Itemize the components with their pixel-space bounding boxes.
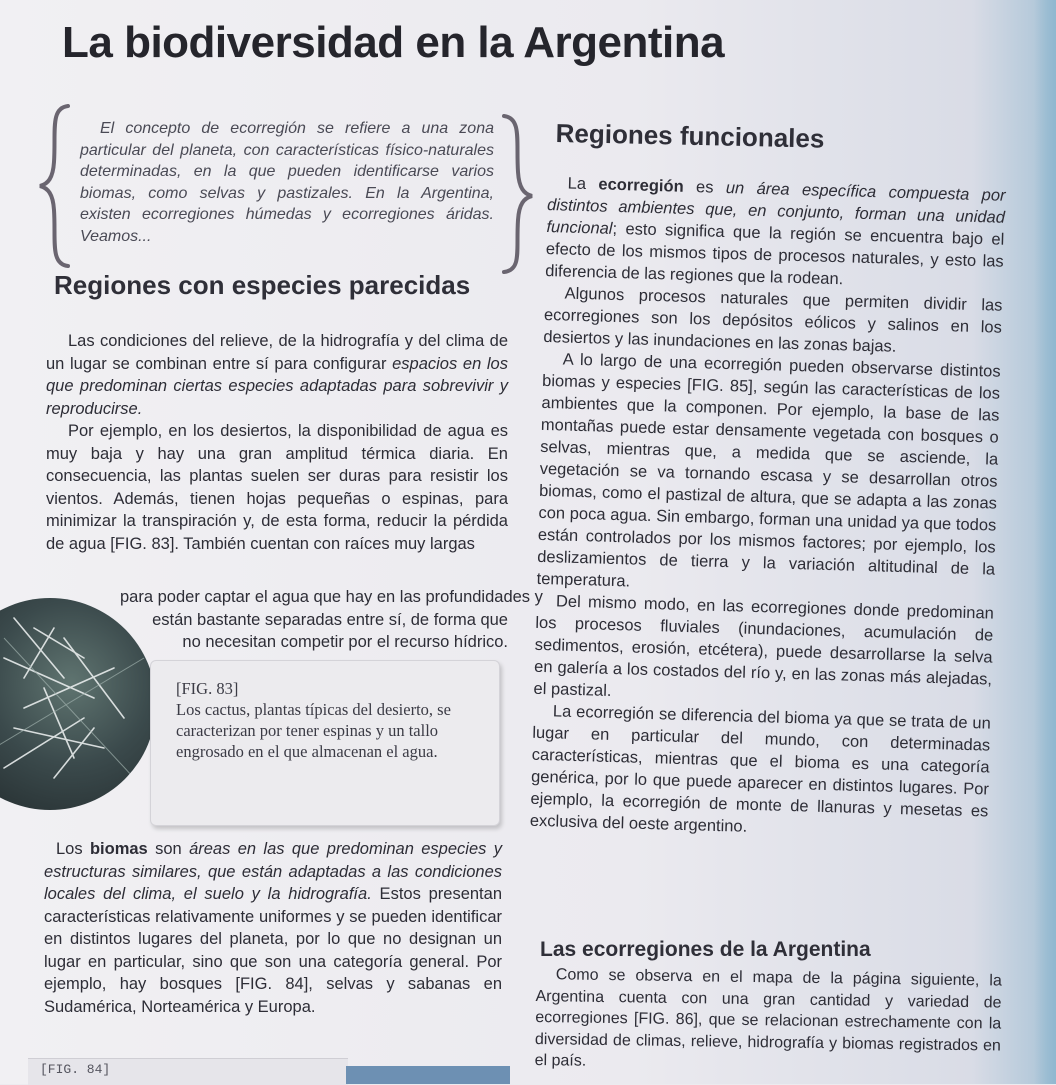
page-edge — [1034, 0, 1056, 1084]
section-heading-funcionales: Regiones funcionales — [555, 118, 825, 154]
paragraph: Las condiciones del relieve, de la hidrografía y del clima de un lugar se combinan entre sí para configurar espacios en los que predominan ciertas especies adaptadas para sobrevivir y reproducirse. — [46, 332, 508, 418]
paragraph: La ecorregión es un área específica compuesta por distintos ambientes que, en conjunto, forman una unidad funcional; esto significa que la región se encuentra bajo el efecto de los mismos tipos de procesos naturales, y esto las diferencia de las regiones que la rodean. — [544, 174, 1006, 289]
figure-84-label: [FIG. 84] — [40, 1062, 111, 1077]
wrapped-text-lines: para poder captar el agua que hay en las profundidades y están bastante separadas entre sí, de forma que no necesitan competir por el recurso hídrico. — [120, 588, 543, 651]
figure-84-photo — [346, 1066, 510, 1084]
section-heading-especies: Regiones con especies parecidas — [54, 270, 471, 300]
ecorregiones-paragraph: Como se observa en el mapa de la página siguiente, la Argentina cuenta con una gran cantidad y variedad de ecorregiones [FIG. 86], que se relacionan estrechamente con la diversidad de climas, relieve, hidrografía y biomas registrados en el país. — [534, 966, 1002, 1070]
figure-83-caption — [176, 678, 476, 762]
left-column-text — [46, 330, 508, 555]
paragraph: Del mismo modo, en las ecorregiones donde predominan los procesos fluviales (inundaciones, acumulación de sedimentos, erosión, etcétera), puede desarrollarse la selva en galería a los costados del río y, en las zonas más alejadas, el pastizal. — [533, 592, 995, 700]
intro-text: El concepto de ecorregión se refiere a una zona particular del planeta, con características físico-naturales determinadas, en la que pueden identificarse varios biomas, como selvas y pastizales. En la Argentina, existen ecorregiones húmedas y ecorregiones áridas. Veamos... — [80, 120, 494, 245]
paragraph: A lo largo de una ecorregión pueden observarse distintos biomas y especies [FIG. 85], según las características de los ambientes que la componen. Por ejemplo, la base de las montañas puede estar densamente vegetada con bosques o selvas, mientras que, a medida que se asciende, la vegetación se va tornando escasa y se desarrollan otros biomas, como el pastizal de altura, que se adapta a las zonas con poca agua. Sin embargo, forman una unidad ya que todos están controlados por los mismos factores; por ejemplo, los deslizamientos de tierra y la variación altitudinal de la temperatura. — [536, 350, 1001, 591]
section-heading-ecorregiones: Las ecorregiones de la Argentina — [540, 938, 871, 961]
caption-text: Los cactus, plantas típicas del desierto, se caracterizan por tener espinas y un tallo engrosado en el que almacenan el agua. — [176, 700, 451, 761]
paragraph: La ecorregión se diferencia del bioma ya que se trata de un lugar en particular del mundo, con determinadas características, mientras que el bioma es una categoría genérica, por lo que puede aparecer en distintos lugares. Por ejemplo, la ecorregión de monte de llanuras y mesetas es exclusiva del oeste argentino. — [529, 702, 992, 836]
right-brace-icon — [500, 102, 534, 274]
left-brace-icon — [38, 102, 72, 270]
page-title: La biodiversidad en la Argentina — [62, 18, 725, 67]
right-column-text — [530, 172, 1006, 845]
biomas-paragraph: Los biomas son áreas en las que predominan especies y estructuras similares, que están adaptadas a las condiciones locales del clima, el suelo y la hidrografía. Estos presentan características relativamente uniformes y se pueden identificar en distintos lugares del planeta, por lo que no designan un lugar en particular, sino que son una categoría general. Por ejemplo, hay bosques [FIG. 84], selvas y sabanas en Sudamérica, Norteamérica y Europa. — [44, 840, 502, 1016]
paragraph: Por ejemplo, en los desiertos, la disponibilidad de agua es muy baja y hay una gran amplitud térmica diaria. En consecuencia, las plantas suelen ser duras para resistir los vientos. Además, tienen hojas pequeñas o espinas, para minimizar la transpiración y, de esta forma, reducir la pérdida de agua [FIG. 83]. También cuentan con raíces muy largas — [46, 422, 508, 553]
figure-label: [FIG. 83] — [176, 679, 239, 698]
paragraph: Algunos procesos naturales que permiten dividir las ecorregiones son los depósitos eólicos y salinos en los desiertos y las inundaciones en las zonas bajas. — [543, 284, 1003, 356]
